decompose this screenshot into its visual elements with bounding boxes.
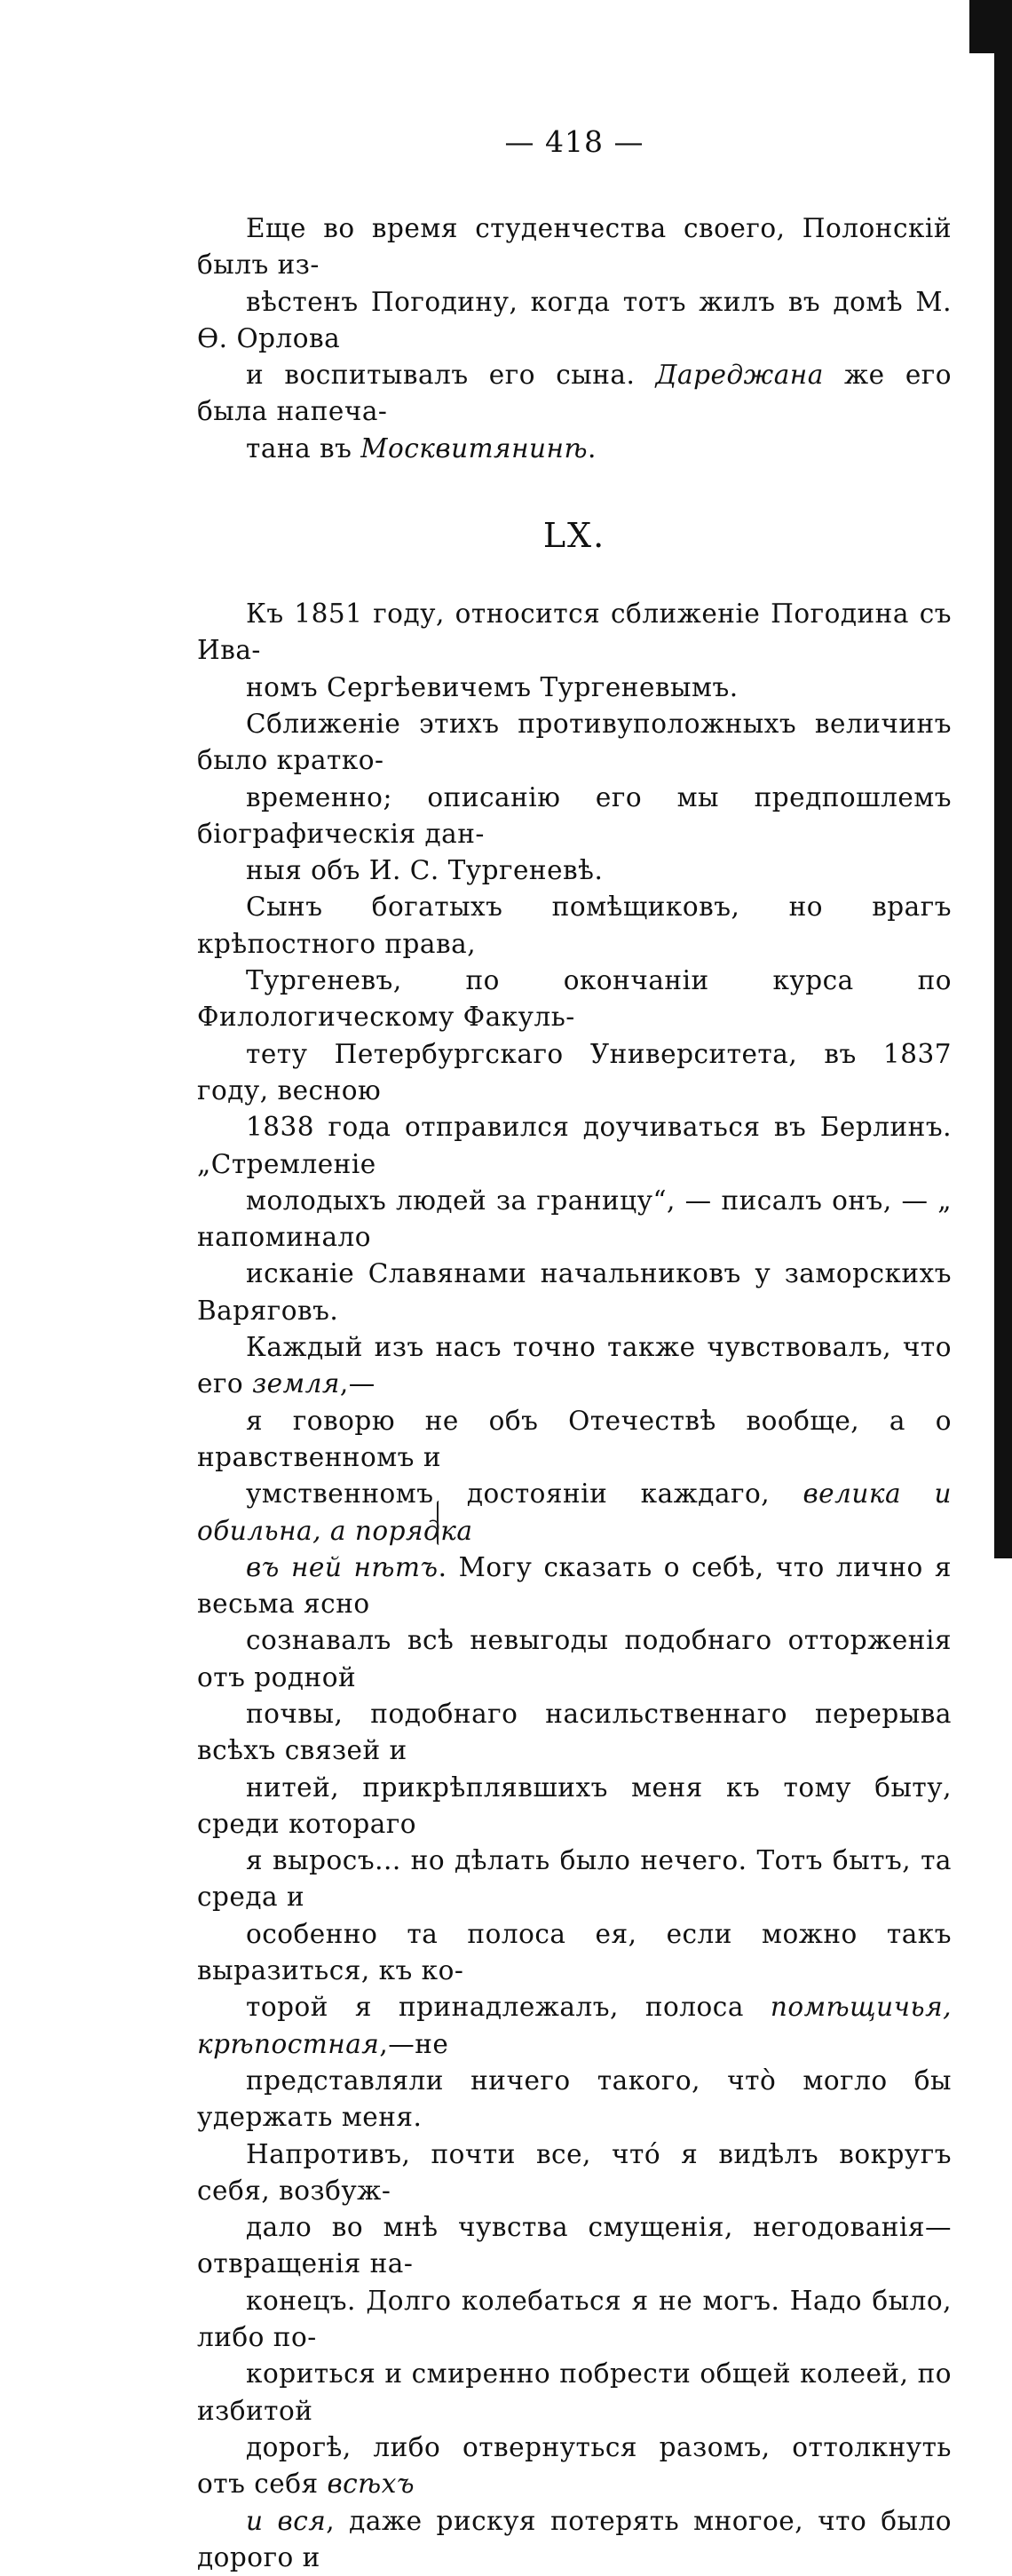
text-line: нитей, прикрѣплявшихъ меня къ тому быту, среди котораго bbox=[197, 1771, 952, 1839]
text-run: же его была напеча- bbox=[197, 360, 952, 427]
paragraph-3 bbox=[197, 889, 952, 2576]
italic-run: велика и обильна, а порядка bbox=[197, 1478, 952, 1546]
text-line: номъ Сергѣевичемъ Тургеневымъ. bbox=[246, 671, 739, 702]
text-line: тету Петербургскаго Университета, въ 1837 году, весною bbox=[197, 1038, 952, 1106]
text-run: умственномъ достояніи каждаго, bbox=[246, 1478, 803, 1510]
text-line: конецъ. Долго колебаться я не могъ. Надо было, либо по- bbox=[197, 2285, 952, 2353]
italic-run: въ ней нѣтъ bbox=[246, 1551, 439, 1582]
text-line: ныя объ И. С. Тургеневѣ. bbox=[246, 855, 604, 886]
text-run: ,—не bbox=[379, 2028, 449, 2059]
text-line: Еще во время студенчества своего, Полонскій былъ из- bbox=[197, 213, 952, 281]
text-line bbox=[197, 1329, 952, 1403]
text-run: тана въ bbox=[246, 432, 361, 464]
italic-run: земля bbox=[252, 1368, 340, 1399]
text-run: Каждый изъ насъ точно также чувствовалъ, что его bbox=[197, 1332, 952, 1399]
text-line: исканіе Славянами начальниковъ у заморскихъ Варяговъ. bbox=[197, 1258, 952, 1326]
text-line: 1838 года отправился доучиваться въ Берлинъ. „Стремленіе bbox=[197, 1112, 952, 1179]
paragraph-2 bbox=[197, 706, 952, 889]
text-line: представляли ничего такого, что̀ могло бы удержать меня. bbox=[197, 2065, 952, 2133]
text-run: , даже рискуя потерять многое, что было дорого и bbox=[197, 2505, 952, 2572]
stray-pen-mark bbox=[437, 1501, 441, 1545]
text-line: Тургеневъ, по окончаніи курса по Филологическому Факуль- bbox=[197, 965, 952, 1033]
text-line: особенно та полоса ея, если можно такъ выразиться, къ ко- bbox=[197, 1918, 952, 1986]
text-line bbox=[197, 357, 952, 431]
text-line: сознавалъ всѣ невыгоды подобнаго отторженія отъ родной bbox=[197, 1625, 952, 1692]
scan-page-edge bbox=[994, 0, 1012, 1558]
paragraph-1 bbox=[197, 596, 952, 706]
italic-run: всѣхъ bbox=[327, 2469, 415, 2500]
text-line: почвы, подобнаго насильственнаго перерыва всѣхъ связей и bbox=[197, 1698, 952, 1766]
text-run: торой я принадлежалъ, полоса bbox=[246, 1992, 771, 2023]
text-line bbox=[197, 1989, 952, 2063]
text-line: Напротивъ, почти все, что́ я видѣлъ вокругъ себя, возбуж- bbox=[197, 2138, 952, 2206]
text-line: временно; описанію его мы предпошлемъ біографическія дан- bbox=[197, 781, 952, 849]
text-line bbox=[197, 431, 952, 467]
text-column bbox=[197, 124, 952, 2576]
italic-run: помѣщичья, крѣпостная bbox=[197, 1992, 952, 2059]
italic-title-daredzhana: Дареджана bbox=[655, 360, 824, 391]
text-run: . bbox=[587, 432, 597, 464]
text-line: я говорю не объ Отечествѣ вообще, а о нравственномъ и bbox=[197, 1405, 952, 1472]
italic-title-moskvityanin: Москвитянинѣ bbox=[360, 432, 588, 464]
text-line bbox=[197, 1476, 952, 1550]
italic-run: и вся bbox=[246, 2505, 327, 2536]
text-line: кориться и смиренно побрести общей колеей, по избитой bbox=[197, 2358, 952, 2426]
text-run: и воспитывалъ его сына. bbox=[246, 360, 656, 391]
text-line bbox=[197, 2429, 952, 2503]
section-title: LX. bbox=[542, 516, 606, 556]
text-line: я выросъ... но дѣлать было нечего. Тотъ бытъ, та среда и bbox=[197, 1845, 952, 1913]
text-line: дало во мнѣ чувства смущенія, негодованія—отвращенія на- bbox=[197, 2212, 952, 2279]
text-run: ,— bbox=[339, 1368, 376, 1399]
text-line: вѣстенъ Погодину, когда тотъ жилъ въ домѣ М. Ѳ. Орлова bbox=[197, 286, 952, 353]
text-line: Сближеніе этихъ противуположныхъ величинъ было кратко- bbox=[197, 708, 952, 776]
text-line: Къ 1851 году, относится сближеніе Погодина съ Ива- bbox=[197, 598, 952, 666]
text-line: Сынъ богатыхъ помѣщиковъ, но врагъ крѣпостного права, bbox=[197, 892, 952, 959]
text-line bbox=[197, 1550, 952, 1623]
text-line: молодыхъ людей за границу“, — писалъ онъ, — „ напоминало bbox=[197, 1185, 952, 1253]
text-run: . Могу сказать о себѣ, что лично я весьма ясно bbox=[197, 1551, 952, 1620]
intro-paragraph bbox=[197, 210, 952, 467]
page-number: — 418 — bbox=[504, 124, 644, 159]
text-run: дорогѣ, либо отвернуться разомъ, оттолкнуть отъ себя bbox=[197, 2431, 952, 2500]
text-line bbox=[197, 2503, 952, 2576]
